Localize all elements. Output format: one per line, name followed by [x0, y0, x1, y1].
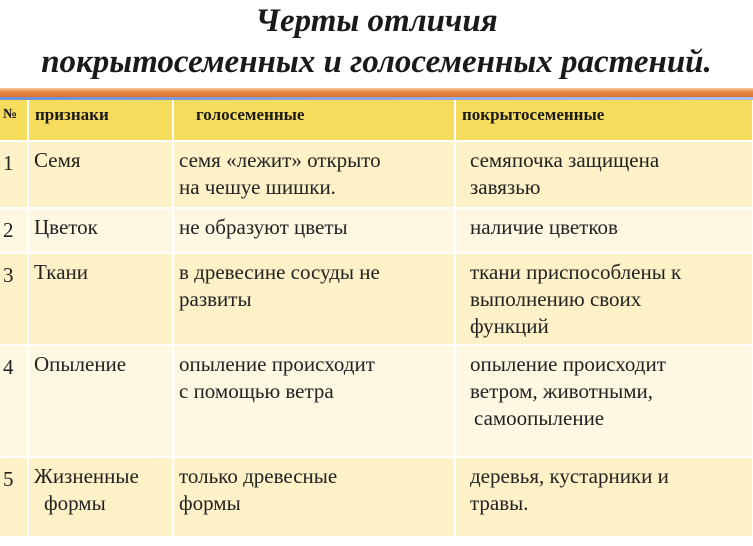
title-line-1: Черты отличия [255, 3, 498, 39]
cell-line-text: самоопыление [474, 406, 605, 430]
slide-title [0, 0, 753, 86]
cell-line: семя «лежит» открыто [179, 148, 381, 172]
angiosperm-cell [455, 208, 753, 253]
table-row [0, 457, 753, 537]
angiosperm-cell [455, 457, 753, 537]
header-gymnosperms: голосеменные [173, 100, 455, 141]
table-header-row [0, 100, 753, 141]
cell-line: завязью [470, 175, 541, 199]
gymnosperm-cell [173, 208, 455, 253]
title-line-2: покрытосеменных и голосеменных растений. [41, 44, 712, 80]
cell-line: ветром, животными, [470, 379, 653, 403]
cell-line: на чешуе шишки. [179, 175, 336, 199]
angiosperm-cell [455, 253, 753, 345]
cell-line: только древесные [179, 464, 338, 488]
header-angiosperms: покрытосеменные [455, 100, 753, 141]
cell-line: с помощью ветра [179, 379, 334, 403]
cell-line: функций [470, 314, 549, 338]
gymnosperm-cell [173, 141, 455, 208]
header-divider-stripe [0, 88, 753, 97]
header-number: № [0, 100, 28, 141]
table-row [0, 253, 753, 345]
trait-cell: Цветок [28, 208, 173, 253]
gymnosperm-cell [173, 253, 455, 345]
trait-cell: Опыление [28, 345, 173, 457]
trait-cell [28, 457, 173, 537]
row-number: 2 [0, 208, 28, 253]
angiosperm-cell [455, 141, 753, 208]
cell-line-text: формы [44, 491, 106, 515]
cell-line [34, 490, 168, 517]
row-number: 4 [0, 345, 28, 457]
row-number: 3 [0, 253, 28, 345]
row-number: 1 [0, 141, 28, 208]
cell-line: формы [179, 491, 241, 515]
cell-line: Жизненные [34, 464, 139, 488]
row-number: 5 [0, 457, 28, 537]
cell-line: травы. [470, 491, 529, 515]
cell-line: в древесине сосуды не [179, 260, 380, 284]
cell-line: деревья, кустарники и [470, 464, 669, 488]
cell-line: опыление происходит [179, 352, 375, 376]
table-row [0, 141, 753, 208]
cell-line: выполнению своих [470, 287, 642, 311]
gymnosperm-cell [173, 345, 455, 457]
cell-line [470, 405, 748, 432]
cell-line: не образуют цветы [179, 215, 348, 239]
cell-line: опыление происходит [470, 352, 666, 376]
comparison-table [0, 100, 753, 538]
gymnosperm-cell [173, 457, 455, 537]
cell-line: наличие цветков [470, 215, 618, 239]
cell-line: семяпочка защищена [470, 148, 660, 172]
cell-line: ткани приспособлены к [470, 260, 682, 284]
table-row [0, 345, 753, 457]
table-row [0, 208, 753, 253]
trait-cell: Ткани [28, 253, 173, 345]
cell-line: развиты [179, 287, 252, 311]
angiosperm-cell [455, 345, 753, 457]
trait-cell: Семя [28, 141, 173, 208]
header-traits: признаки [28, 100, 173, 141]
